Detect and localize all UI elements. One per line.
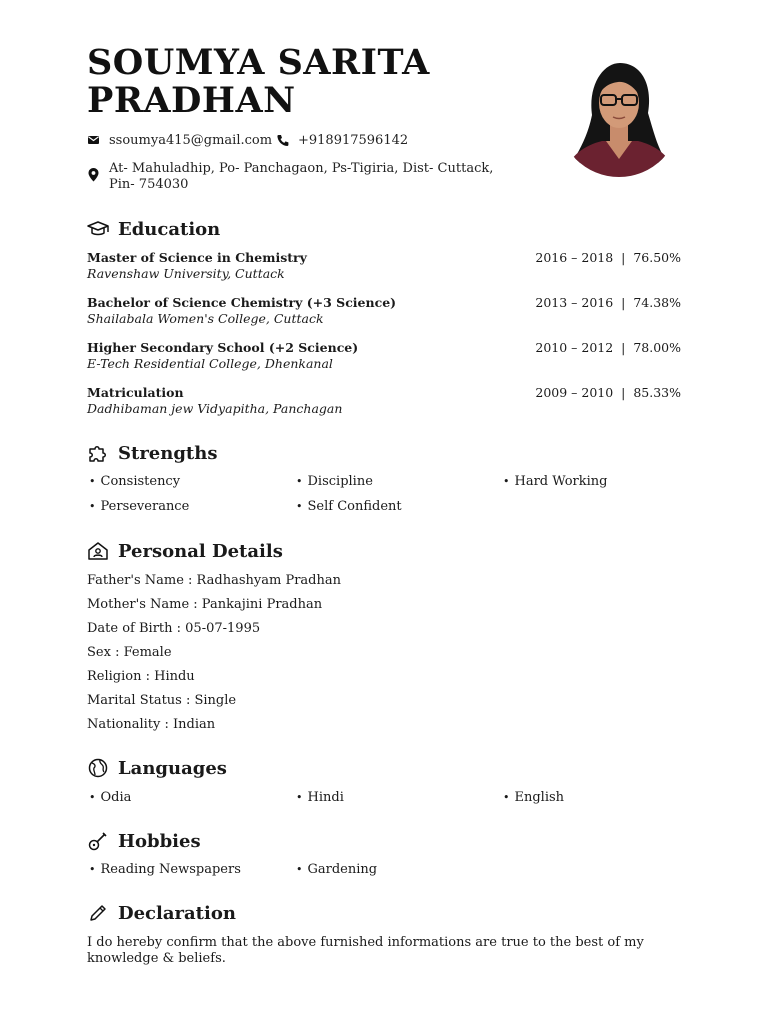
personal-detail-line: Marital Status : Single: [87, 693, 237, 708]
home-user-icon: [87, 540, 109, 562]
graduation-cap-icon: [87, 218, 109, 240]
email-text[interactable]: ssoumya415@gmail.com: [109, 133, 273, 148]
declaration-title: Declaration: [118, 902, 236, 924]
location-pin-icon: [87, 167, 100, 187]
globe-icon: [87, 757, 109, 779]
puzzle-icon: [87, 442, 109, 464]
address-text: At- Mahuladhip, Po- Panchagaon, Ps-Tigiria, Dist- Cuttack, Pin- 754030: [109, 161, 494, 192]
strength-item: • Consistency: [89, 474, 180, 489]
education-score: 85.33%: [633, 385, 681, 400]
personal-detail-line: Religion : Hindu: [87, 669, 195, 684]
education-period: 2016 – 2018 | 76.50%: [535, 250, 681, 265]
education-years: 2009 – 2010: [535, 385, 614, 400]
language-item: • Hindi: [296, 790, 344, 805]
education-title: Education: [118, 218, 221, 240]
strength-item: • Self Confident: [296, 499, 402, 514]
hobby-item: • Reading Newspapers: [89, 862, 241, 877]
education-entry: [87, 340, 681, 371]
degree-name: Higher Secondary School (+2 Science): [87, 340, 359, 355]
education-entry: [87, 250, 681, 281]
personal-detail-line: Nationality : Indian: [87, 717, 216, 732]
degree-name: Bachelor of Science Chemistry (+3 Science): [87, 295, 397, 310]
strength-item: • Hard Working: [503, 474, 608, 489]
declaration-heading: [87, 902, 236, 924]
institution-name: Ravenshaw University, Cuttack: [87, 266, 285, 281]
personal-details-list: [87, 573, 341, 741]
education-heading: [87, 218, 220, 240]
education-score: 76.50%: [633, 250, 681, 265]
personal-detail-line: Date of Birth : 05-07-1995: [87, 621, 261, 636]
education-period: 2010 – 2012 | 78.00%: [535, 340, 681, 355]
name-line-2: PRADHAN: [87, 80, 296, 121]
candidate-name: [87, 44, 527, 120]
hobbies-heading: [87, 830, 201, 852]
personal-details-title: Personal Details: [118, 540, 283, 562]
declaration-text: I do hereby confirm that the above furnished informations are true to the best of my knowledge & beliefs.: [87, 935, 644, 966]
institution-name: Shailabala Women's College, Cuttack: [87, 311, 324, 326]
personal-detail-line: Father's Name : Radhashyam Pradhan: [87, 573, 341, 588]
phone-text[interactable]: +918917596142: [298, 133, 409, 148]
envelope-icon: [87, 133, 100, 147]
degree-name: Matriculation: [87, 385, 184, 400]
hobby-item: • Gardening: [296, 862, 377, 877]
profile-photo: [558, 55, 680, 177]
institution-name: Dadhibaman jew Vidyapitha, Panchagan: [87, 401, 343, 416]
hobbies-title: Hobbies: [118, 830, 201, 852]
education-period: 2013 – 2016 | 74.38%: [535, 295, 681, 310]
education-score: 74.38%: [633, 295, 681, 310]
personal-detail-line: Sex : Female: [87, 645, 172, 660]
institution-name: E-Tech Residential College, Dhenkanal: [87, 356, 333, 371]
education-entry: [87, 295, 681, 326]
personal-detail-line: Mother's Name : Pankajini Pradhan: [87, 597, 323, 612]
guitar-icon: [87, 830, 109, 852]
phone-contact: [276, 133, 408, 148]
languages-title: Languages: [118, 757, 227, 779]
language-item: • English: [503, 790, 564, 805]
languages-heading: [87, 757, 227, 779]
address-contact: [87, 161, 507, 193]
strength-item: • Perseverance: [89, 499, 189, 514]
education-years: 2016 – 2018: [535, 250, 614, 265]
personal-details-heading: [87, 540, 283, 562]
strength-item: • Discipline: [296, 474, 373, 489]
pencil-icon: [87, 902, 109, 924]
strengths-title: Strengths: [118, 442, 218, 464]
name-line-1: SOUMYA SARITA: [87, 42, 430, 83]
degree-name: Master of Science in Chemistry: [87, 250, 307, 265]
education-score: 78.00%: [633, 340, 681, 355]
education-years: 2010 – 2012: [535, 340, 614, 355]
phone-icon: [276, 133, 289, 147]
strengths-heading: [87, 442, 217, 464]
education-years: 2013 – 2016: [535, 295, 614, 310]
education-entry: [87, 385, 681, 416]
language-item: • Odia: [89, 790, 131, 805]
education-period: 2009 – 2010 | 85.33%: [535, 385, 681, 400]
email-contact: [87, 133, 272, 148]
